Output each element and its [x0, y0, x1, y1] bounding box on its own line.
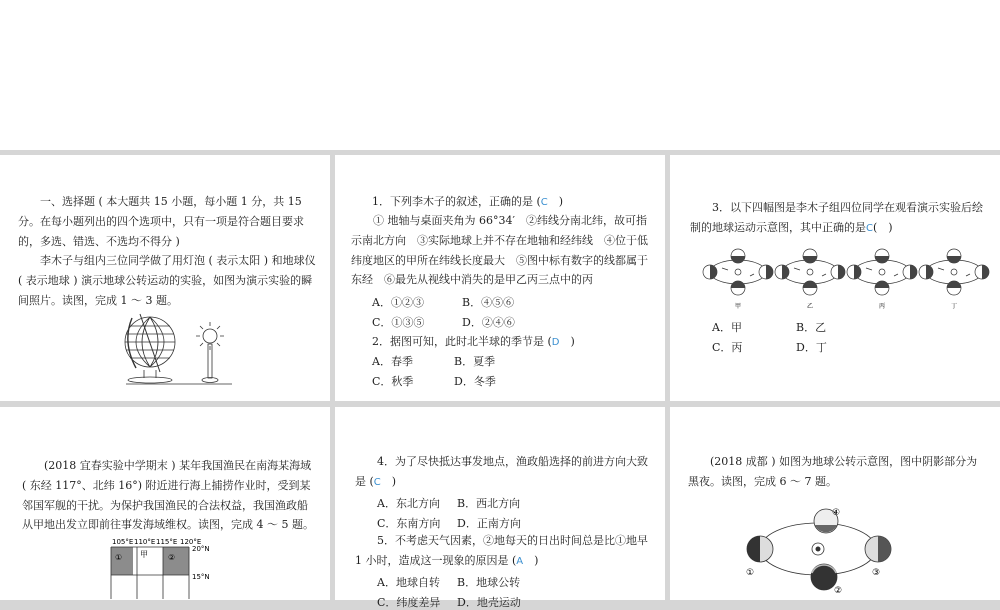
question-4-text: 4．为了尽快抵达事发地点，渔政船选择的前进方向大致是 ( — [355, 455, 648, 488]
q1-option-b[interactable]: B．④⑤⑥ — [462, 296, 515, 309]
diagram-jia — [703, 249, 773, 295]
map-mark-2: ② — [168, 553, 176, 562]
earth-position-3 — [865, 536, 891, 562]
lon-label-105: 105°E — [112, 538, 134, 546]
question-2-answer: D — [551, 337, 560, 348]
diagram-label-jia: 甲 — [734, 303, 742, 310]
orbit-label-3: ③ — [872, 568, 881, 578]
map-mark-jia: 甲 — [140, 550, 148, 559]
question-4-close: ) — [391, 474, 397, 488]
globe-and-lamp-illustration — [114, 308, 254, 386]
q2-option-b[interactable]: B．夏季 — [454, 355, 496, 368]
orbit-label-4: ④ — [832, 508, 841, 518]
q3-option-d[interactable]: D．丁 — [796, 341, 827, 354]
q2-option-c[interactable]: C．秋季 — [372, 375, 414, 388]
question-3-open: ( — [872, 220, 878, 234]
question-3-stem — [690, 198, 990, 239]
q5-option-d[interactable]: D．地壳运动 — [457, 596, 521, 609]
slide-panel-5[interactable] — [335, 407, 665, 609]
question-4-stem — [355, 452, 653, 493]
slide-panel-1[interactable] — [0, 155, 330, 401]
q2-option-a[interactable]: A．春季 — [372, 355, 413, 368]
question-3-answer: C — [866, 222, 873, 234]
diagram-ding — [919, 249, 989, 295]
q1-option-a[interactable]: A．①②③ — [372, 296, 424, 309]
map-mark-1: ① — [115, 553, 123, 562]
slide-panel-3[interactable] — [670, 155, 1000, 401]
slide-panel-6[interactable] — [670, 407, 1000, 600]
orbit-label-2: ② — [834, 586, 843, 596]
question-2-close: ) — [570, 335, 575, 348]
earth-motion-diagrams — [704, 244, 994, 312]
diagram-label-ding: 丁 — [950, 303, 958, 310]
question-1-stem — [372, 193, 563, 209]
question-2-stem — [372, 333, 575, 349]
q4-option-b[interactable]: B．西北方向 — [457, 497, 521, 510]
q5-option-b[interactable]: B．地球公转 — [457, 576, 521, 589]
q4-option-a[interactable]: A．东北方向 — [377, 497, 440, 510]
q5-option-c[interactable]: C．纬度差异 — [377, 596, 441, 609]
section-instructions: 一、选择题 ( 本大题共 15 小题，每小题 1 分，共 15 分。在每小题列出的四个选项中，只有一项是符合题目要求的，多选、错选、不选均不得分 ) — [18, 195, 304, 248]
experiment-intro: 李木子与组内三位同学做了用灯泡 ( 表示太阳 ) 和地球仪 ( 表示地球 ) 演示地球公转运动的实验，如图为演示实验的瞬间照片。读图，完成 1 ～ 3 题。 — [18, 254, 316, 307]
q4-option-c[interactable]: C．东南方向 — [377, 517, 441, 530]
question-3-close: ) — [888, 220, 893, 234]
question-5-stem — [355, 531, 653, 572]
slide-panel-4[interactable] — [0, 407, 330, 600]
q3-option-c[interactable]: C．丙 — [712, 341, 743, 354]
q1-option-d[interactable]: D．②④⑥ — [462, 316, 515, 329]
lon-label-115: 115°E — [156, 538, 178, 546]
earth-orbit-diagram — [742, 505, 902, 595]
globe-icon — [125, 314, 175, 383]
question-1-answer: C — [540, 197, 548, 208]
question-5-answer: A — [516, 555, 524, 567]
q4-option-d[interactable]: D．正南方向 — [457, 517, 521, 530]
sun-icon — [812, 543, 824, 555]
lamp-icon — [196, 322, 224, 383]
q2-option-d[interactable]: D．冬季 — [454, 375, 496, 388]
diagram-label-bing: 丙 — [878, 303, 886, 310]
lon-label-110: 110°E — [134, 538, 156, 546]
question-5-text: 5．不考虑天气因素，②地每天的日出时间总是比①地早 1 小时，造成这一现象的原因是 ( — [355, 534, 648, 567]
question-4-answer: C — [373, 476, 381, 488]
orbit-question-intro: (2018 成都 ) 如图为地球公转示意图，图中阴影部分为黑夜。读图，完成 6 ～ 7 题。 — [688, 455, 978, 488]
fishing-dispute-intro: (2018 宜春实验中学期末 ) 某年我国渔民在南海某海域 ( 东经 117°、北纬 16°) 附近进行海上捕捞作业时，受到某邻国军舰的干扰。为保护我国渔民的合法权益，我国渔政船从甲地出发立即前往事发海域维权。读图，完成 4 ～ 5 题。 — [22, 459, 314, 532]
orbit-label-1: ① — [746, 568, 755, 578]
q1-option-c[interactable]: C．①③⑤ — [372, 316, 425, 329]
diagram-yi — [775, 249, 845, 295]
question-1-statements: ① 地轴与桌面夹角为 66°34′ ②纬线分南北纬，故可指示南北方向 ③实际地球上并不存在地轴和经纬线 ④位于低纬度地区的甲所在纬线长度最大 ⑤图中标有数字的线都属于东经 ⑥最先从视线中消失的是甲乙丙三点中的丙 — [351, 214, 648, 287]
south-china-sea-grid-map — [104, 535, 224, 599]
question-2-text: 2．据图可知，此时北半球的季节是 ( — [372, 335, 552, 348]
lat-label-15n: 15°N — [192, 573, 210, 581]
q3-option-b[interactable]: B．乙 — [796, 321, 827, 334]
slide-panel-2[interactable] — [335, 155, 665, 401]
q3-option-a[interactable]: A．甲 — [712, 321, 742, 334]
lat-label-20n: 20°N — [192, 545, 210, 553]
question-5-close: ) — [534, 553, 539, 567]
earth-position-1 — [747, 536, 773, 562]
question-1-close: ) — [558, 195, 564, 208]
diagram-bing — [847, 249, 917, 295]
question-3-text: 3．以下四幅图是李木子组四位同学在观看演示实验后绘制的地球运动示意图，其中正确的是 — [690, 201, 983, 234]
question-1-text: 1．下列李木子的叙述，正确的是 ( — [372, 195, 541, 208]
blank-top-area — [0, 0, 1000, 150]
q5-option-a[interactable]: A．地球自转 — [377, 576, 440, 589]
diagram-label-yi: 乙 — [806, 303, 814, 310]
lon-label-120: 120°E — [180, 538, 202, 546]
